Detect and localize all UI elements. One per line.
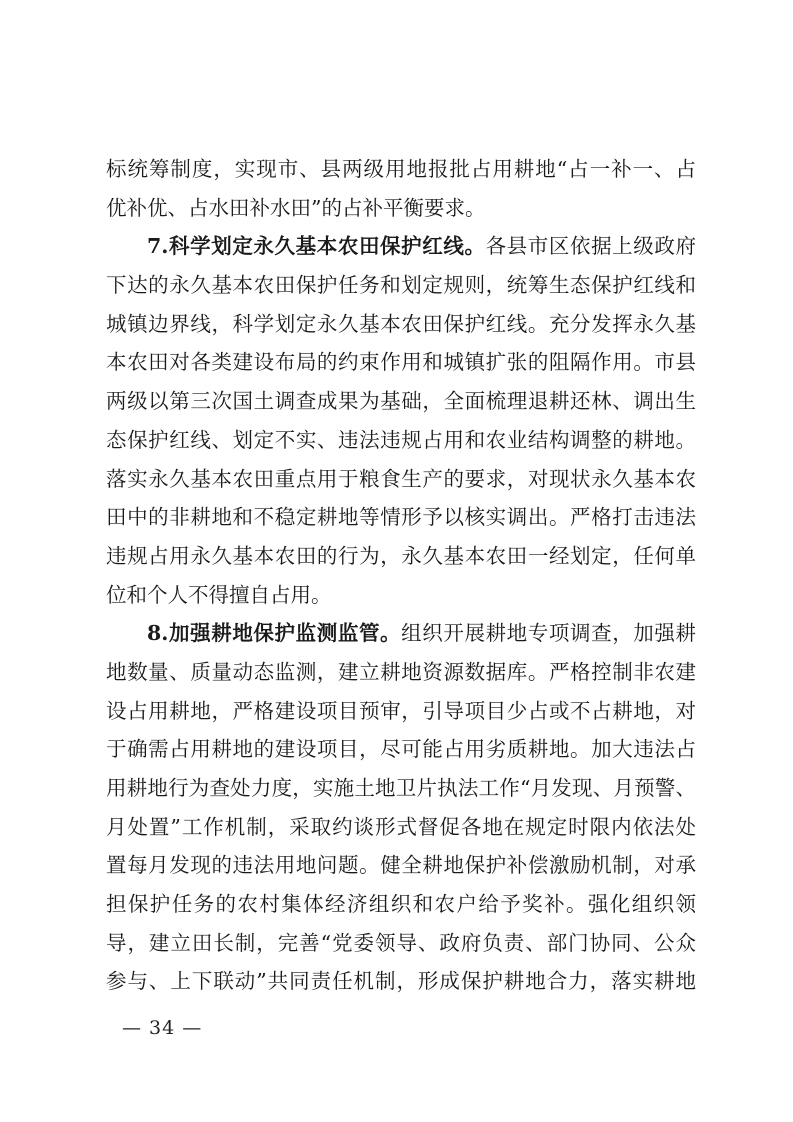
text-line xyxy=(106,227,696,266)
text-line xyxy=(106,460,696,499)
line-text: 设占用耕地，严格建设项目预审，引导项目少占或不占耕地，对 xyxy=(106,698,696,723)
text-line xyxy=(106,730,696,769)
text-line xyxy=(106,846,696,885)
text-line xyxy=(106,653,696,692)
text-line xyxy=(106,266,696,305)
text-line xyxy=(106,924,696,963)
line-text: 落实永久基本农田重点用于粮食生产的要求，对现状永久基本农 xyxy=(106,466,696,491)
section-heading: 7.科学划定永久基本农田保护红线。 xyxy=(147,234,486,259)
document-body xyxy=(106,150,696,1001)
line-text: 城镇边界线，科学划定永久基本农田保护红线。充分发挥永久基 xyxy=(106,311,696,336)
section-heading: 8.加强耕地保护监测监管。 xyxy=(147,621,402,646)
text-line xyxy=(106,808,696,847)
line-text: 用耕地行为查处力度，实施土地卫片执法工作“月发现、月预警、 xyxy=(106,776,696,800)
line-text: 于确需占用耕地的建设项目，尽可能占用劣质耕地。加大违法占 xyxy=(106,737,696,762)
line-text: 各县市区依据上级政府 xyxy=(485,234,696,259)
line-text: 本农田对各类建设布局的约束作用和城镇扩张的阻隔作用。市县 xyxy=(106,350,696,375)
page-number: — 34 — xyxy=(122,1017,203,1039)
text-line xyxy=(106,150,696,189)
text-line xyxy=(106,614,696,653)
line-text: 担保护任务的农村集体经济组织和农户给予奖补。强化组织领 xyxy=(106,892,696,917)
text-line xyxy=(106,885,696,924)
line-text: 组织开展耕地专项调查，加强耕 xyxy=(401,621,696,646)
line-text: 两级以第三次国土调查成果为基础，全面梳理退耕还林、调出生 xyxy=(106,389,696,414)
text-line xyxy=(106,962,696,1001)
text-line xyxy=(106,576,696,615)
text-line xyxy=(106,189,696,228)
text-line xyxy=(106,498,696,537)
line-text: 参与、上下联动”共同责任机制，形成保护耕地合力，落实耕地 xyxy=(106,969,696,994)
line-text: 位和个人不得擅自占用。 xyxy=(106,582,332,607)
text-line xyxy=(106,537,696,576)
text-line xyxy=(106,382,696,421)
line-text: 下达的永久基本农田保护任务和划定规则，统筹生态保护红线和 xyxy=(106,273,696,298)
text-line xyxy=(106,305,696,344)
text-line xyxy=(106,343,696,382)
text-line xyxy=(106,421,696,460)
line-text: 地数量、质量动态监测，建立耕地资源数据库。严格控制非农建 xyxy=(106,659,696,684)
line-text: 态保护红线、划定不实、违法违规占用和农业结构调整的耕地。 xyxy=(106,427,696,452)
text-line xyxy=(106,769,696,808)
line-text: 导，建立田长制，完善“党委领导、政府负责、部门协同、公众 xyxy=(106,930,696,955)
text-line xyxy=(106,692,696,731)
line-text: 标统筹制度，实现市、县两级用地报批占用耕地“占一补一、占 xyxy=(106,157,696,181)
line-text: 违规占用永久基本农田的行为，永久基本农田一经划定，任何单 xyxy=(106,543,696,568)
line-text: 田中的非耕地和不稳定耕地等情形予以核实调出。严格打击违法 xyxy=(106,505,696,530)
line-text: 月处置”工作机制，采取约谈形式督促各地在规定时限内依法处 xyxy=(106,814,696,839)
line-text: 优补优、占水田补水田”的占补平衡要求。 xyxy=(106,195,486,220)
line-text: 置每月发现的违法用地问题。健全耕地保护补偿激励机制，对承 xyxy=(106,853,696,878)
